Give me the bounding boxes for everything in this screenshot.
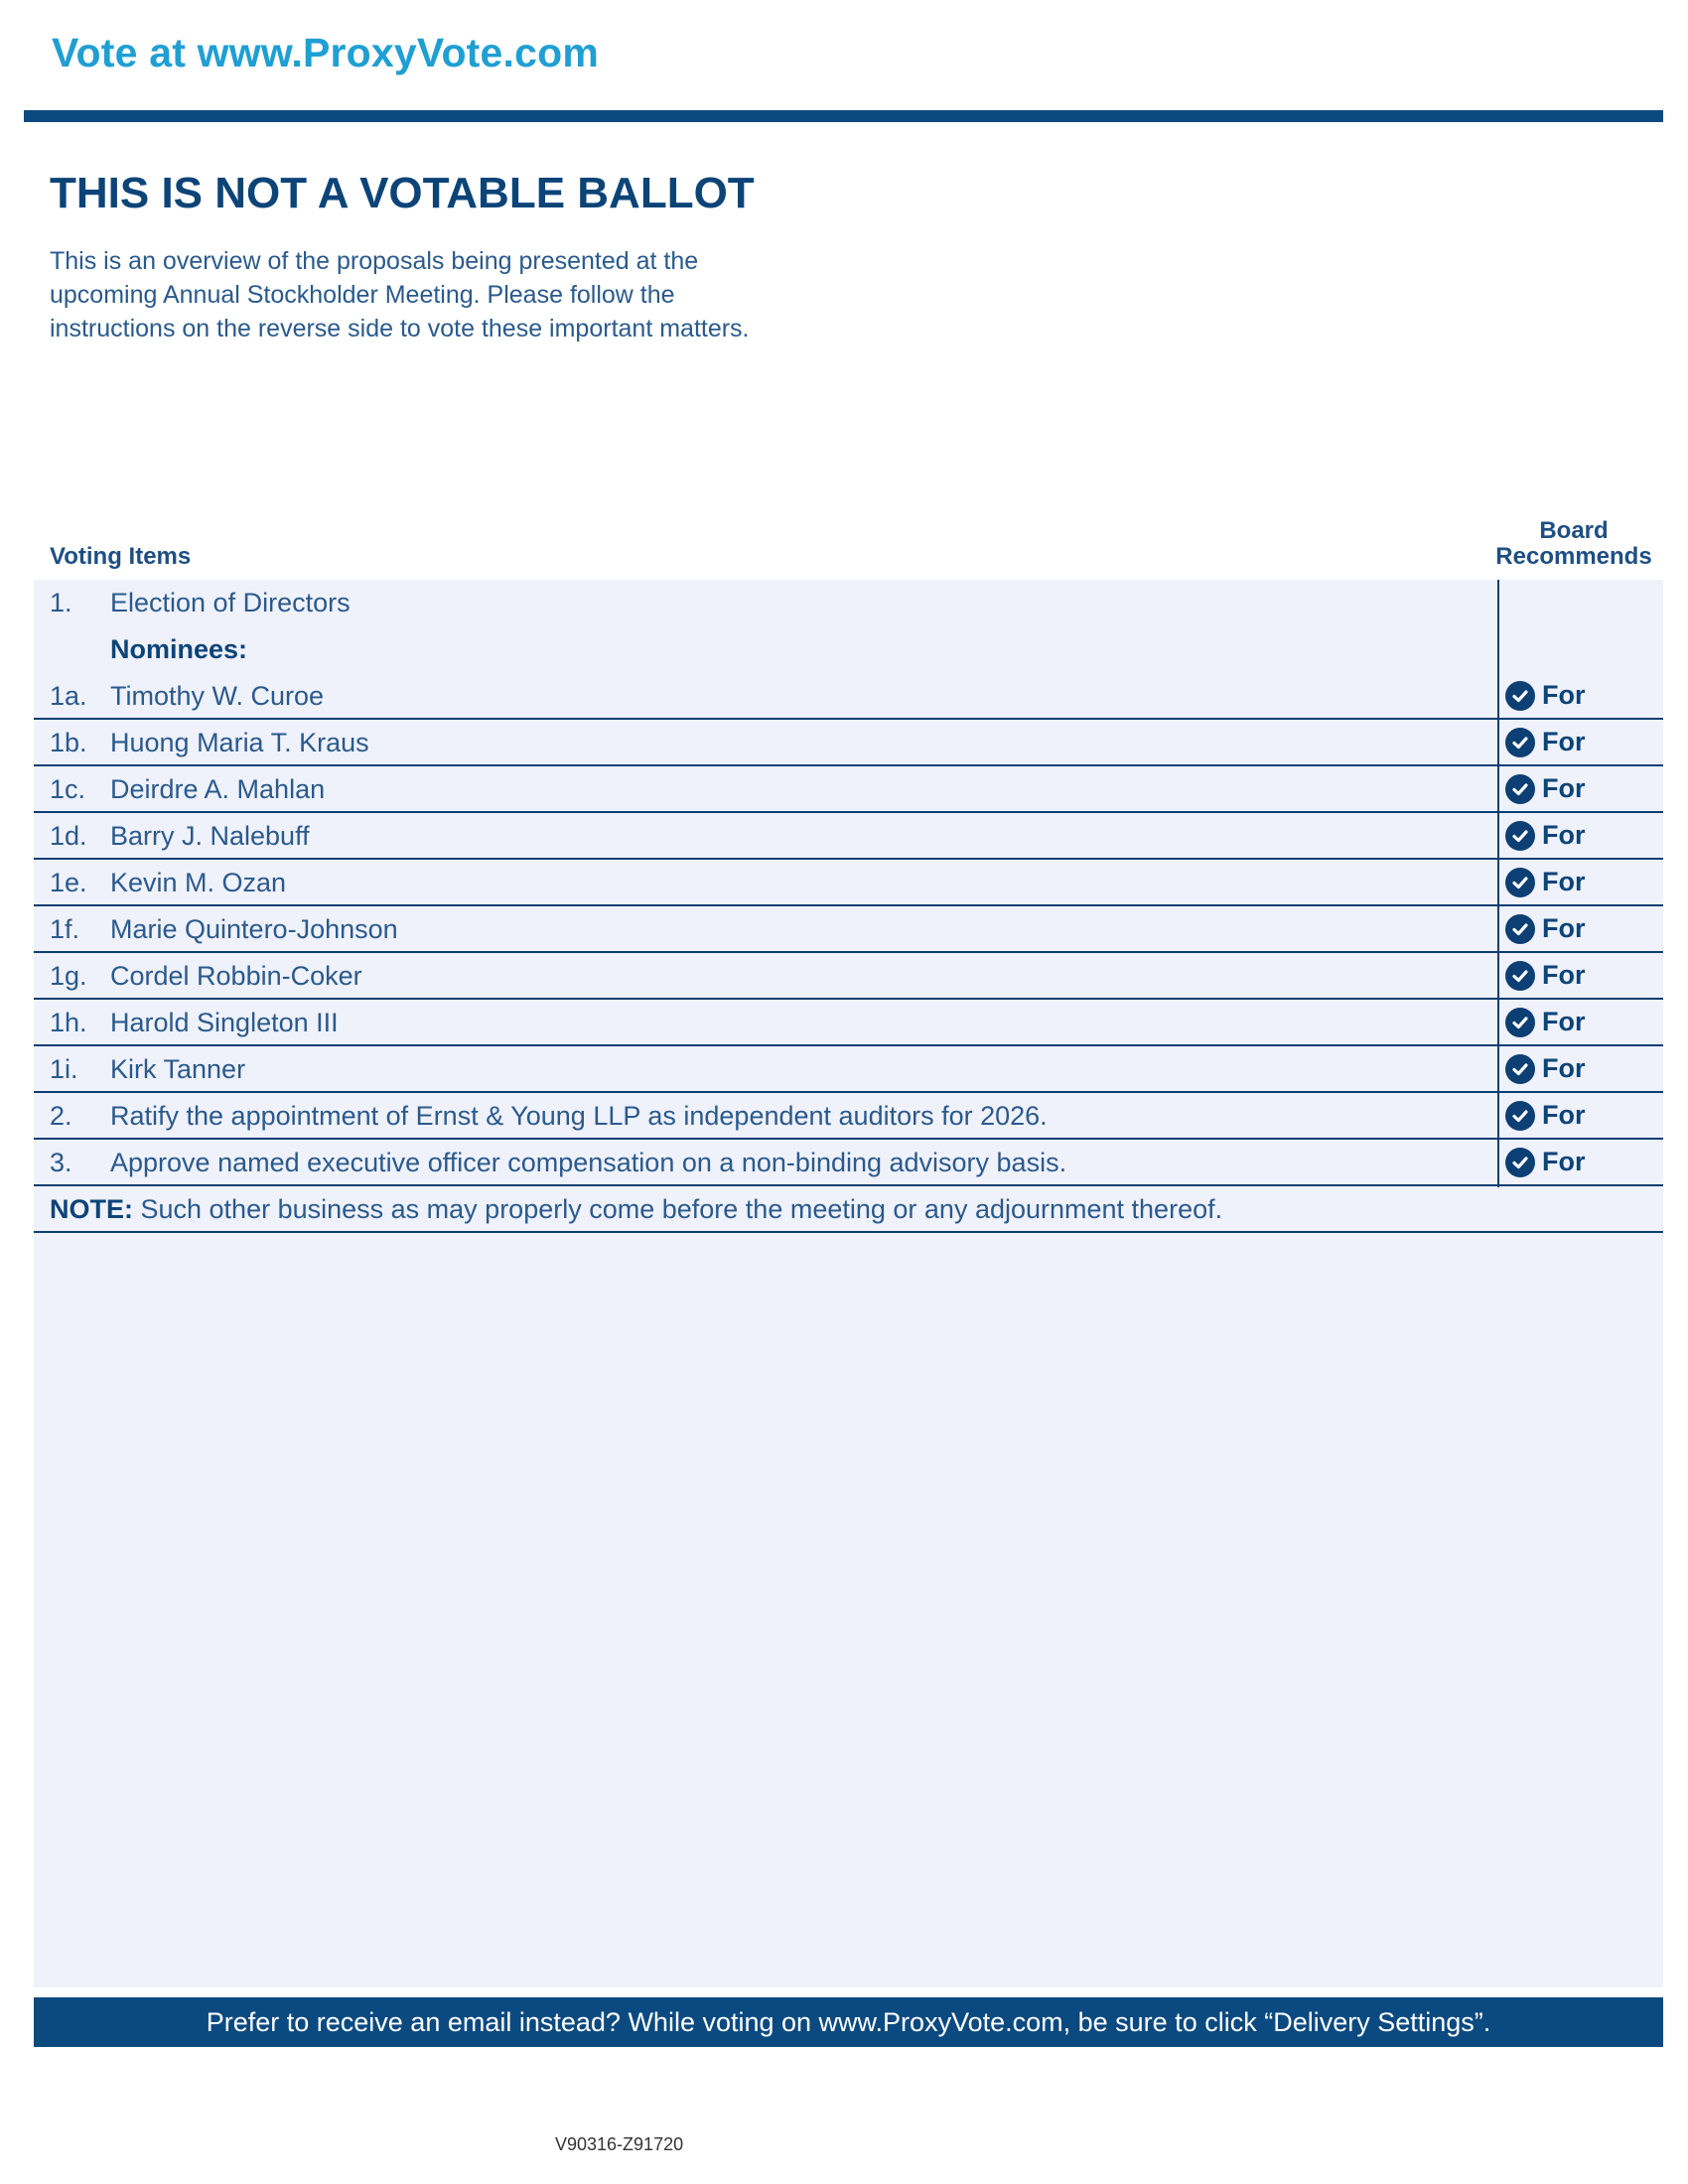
table-row (34, 906, 1663, 953)
table-row (34, 626, 1663, 673)
recommendation-label: For (1542, 867, 1586, 896)
checkmark-icon (1505, 961, 1535, 991)
checkmark-icon (1505, 774, 1535, 804)
item-number: 1h. (50, 1008, 87, 1037)
item-number: 3. (50, 1148, 72, 1177)
checkmark-icon (1505, 681, 1535, 711)
item-text: Ratify the appointment of Ernst & Young LLP as independent auditors for 2026. (110, 1101, 1048, 1131)
board-header-line: Board (1539, 517, 1609, 544)
checkmark-icon (1505, 1148, 1535, 1177)
item-number: 1f. (50, 914, 80, 944)
recommendation (1505, 1147, 1586, 1177)
item-text: Deirdre A. Mahlan (110, 774, 326, 804)
item-number: 1c. (50, 774, 86, 804)
note-label: NOTE: (50, 1194, 133, 1224)
email-delivery-banner: Prefer to receive an email instead? While voting on www.ProxyVote.com, be sure to click “Delivery Settings”. (34, 1997, 1663, 2047)
item-text: Huong Maria T. Kraus (110, 728, 369, 757)
item-number: 1d. (50, 821, 87, 851)
page-title: THIS IS NOT A VOTABLE BALLOT (50, 169, 755, 217)
nominees-label: Nominees: (110, 634, 248, 664)
intro-line: This is an overview of the proposals being presented at the (50, 247, 699, 275)
recommendation (1505, 680, 1586, 711)
checkmark-icon (1505, 914, 1535, 944)
recommendation (1505, 773, 1586, 804)
recommendation (1505, 913, 1586, 944)
checkmark-icon (1505, 868, 1535, 897)
table-row (34, 860, 1663, 906)
board-recommends-header (1494, 518, 1653, 570)
recommendation-label: For (1542, 1053, 1586, 1083)
item-text: Kevin M. Ozan (110, 868, 287, 897)
table-row (34, 720, 1663, 766)
item-text: Kirk Tanner (110, 1054, 246, 1084)
recommendation-label: For (1542, 960, 1586, 990)
checkmark-icon (1505, 1054, 1535, 1084)
table-row (34, 813, 1663, 860)
recommendation-label: For (1542, 913, 1586, 943)
vote-link[interactable]: Vote at www.ProxyVote.com (52, 30, 600, 75)
item-text: Harold Singleton III (110, 1008, 339, 1037)
item-number: 1a. (50, 681, 87, 711)
table-row (34, 1093, 1663, 1140)
control-code: V90316-Z91720 (555, 2134, 684, 2154)
intro-line: upcoming Annual Stockholder Meeting. Please follow the (50, 281, 675, 309)
table-row (34, 673, 1663, 720)
recommendation-label: For (1542, 727, 1586, 756)
item-number: 2. (50, 1101, 72, 1131)
intro-line: instructions on the reverse side to vote these important matters. (50, 315, 750, 342)
recommendation (1505, 960, 1586, 991)
item-number: 1. (50, 588, 72, 617)
header-rule (24, 110, 1663, 122)
item-text: Barry J. Nalebuff (110, 821, 310, 851)
note-body: Such other business as may properly come before the meeting or any adjournment thereof. (133, 1194, 1223, 1224)
note-text (50, 1194, 1222, 1225)
checkmark-icon (1505, 1008, 1535, 1037)
item-text: Marie Quintero-Johnson (110, 914, 398, 944)
recommendation (1505, 1053, 1586, 1084)
item-number: 1g. (50, 961, 87, 991)
table-row (34, 1000, 1663, 1046)
voting-items-table (34, 580, 1663, 1233)
recommendation-label: For (1542, 820, 1586, 850)
recommendation-label: For (1542, 680, 1586, 710)
item-number: 1b. (50, 728, 87, 757)
checkmark-icon (1505, 1101, 1535, 1131)
recommendation (1505, 1007, 1586, 1037)
item-text: Election of Directors (110, 588, 351, 617)
recommendation (1505, 867, 1586, 897)
recommendation (1505, 1100, 1586, 1131)
recommendation-label: For (1542, 1100, 1586, 1130)
recommendation-label: For (1542, 1007, 1586, 1036)
intro-text (50, 244, 864, 345)
item-text: Approve named executive officer compensation on a non-binding advisory basis. (110, 1148, 1067, 1177)
table-row (34, 1140, 1663, 1186)
item-text: Timothy W. Curoe (110, 681, 325, 711)
recommends-header-line: Recommends (1495, 543, 1652, 570)
recommendation (1505, 727, 1586, 757)
checkmark-icon (1505, 728, 1535, 757)
table-row (34, 1046, 1663, 1093)
voting-items-header: Voting Items (50, 543, 192, 570)
recommendation-label: For (1542, 773, 1586, 803)
item-text: Cordel Robbin-Coker (110, 961, 362, 991)
table-row (34, 766, 1663, 813)
note-row (34, 1186, 1663, 1233)
recommendation-label: For (1542, 1147, 1586, 1176)
table-row (34, 580, 1663, 626)
item-number: 1e. (50, 868, 87, 897)
checkmark-icon (1505, 821, 1535, 851)
item-number: 1i. (50, 1054, 78, 1084)
recommendation (1505, 820, 1586, 851)
table-row (34, 953, 1663, 1000)
